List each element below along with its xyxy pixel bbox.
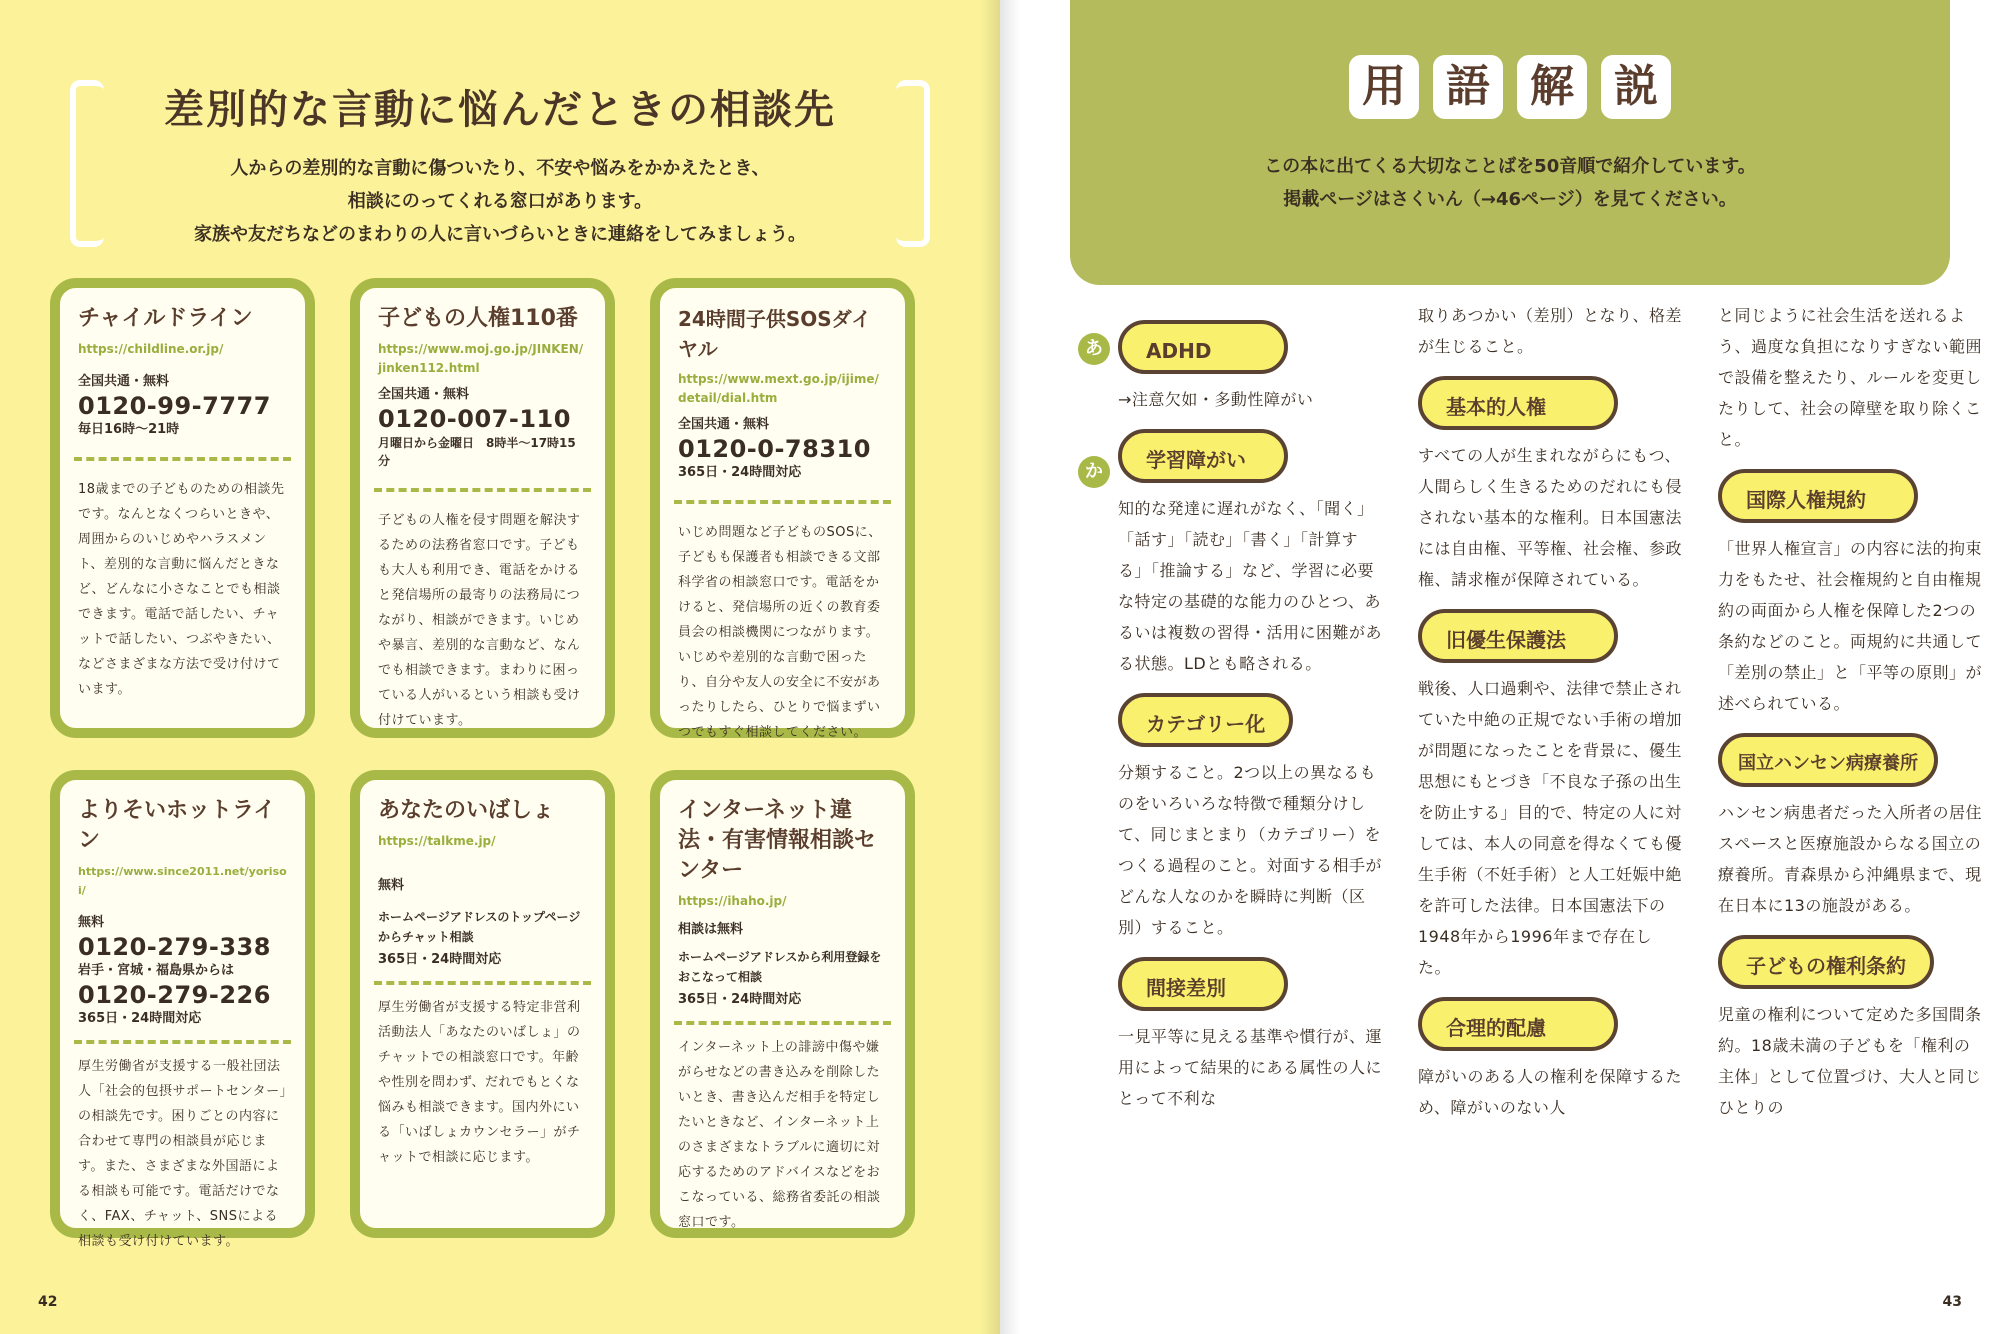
intro-line: 人からの差別的な言動に傷ついたり、不安や悩みをかかえたとき、 [230,158,770,179]
card-title: よりそいホットライン [78,798,276,853]
card-label: 全国共通・無料 [78,374,170,389]
term-definition: 障がいのある人の権利を保障するため、障がいのない人 [1418,1067,1683,1117]
consult-card-yorisoi [50,770,315,1249]
card-title: チャイルドライン [78,306,253,331]
card-url[interactable]: https://ihaho.jp/ [678,894,787,908]
term-pill: カテゴリー化 [1118,693,1293,747]
glossary-title [1070,55,1950,119]
page-number: 42 [38,1294,58,1310]
term-definition: すべての人が生まれながらにもつ、人間らしく生きるためのだれにも侵されない基本的な権利。日本国憲法には自由権、平等権、社会権、参政権、請求権が保障されている。 [1418,446,1683,589]
term-pill: 国立ハンセン病療養所 [1718,733,1938,787]
intro-line: 家族や友だちなどのまわりの人に言いづらいときに連絡をしてみましょう。 [194,224,806,245]
card-hours: 365日・24時間対応 [78,1011,202,1026]
glossary-column-2 [1418,300,1683,1137]
term-definition: 一見平等に見える基準や慣行が、運用によって結果的にある属性の人にとって不利な [1118,1027,1383,1108]
glossary-header [1070,0,1950,285]
right-page [1000,0,2000,1334]
title-char: 語 [1433,55,1503,119]
card-description: いじめ問題など子どものSOSに、子どもも保護者も相談できる文部科学省の相談窓口です。電話をかけると、発信場所の近くの教育委員会の相談機関につながります。いじめや差別的な言動で困ったり、自分や友人の安全に不安があったりしたら、ひとりで悩まずいつでもすぐ相談してください。 [678,525,882,740]
card-phone: 0120-007-110 [378,405,571,433]
card-hours: 毎日16時～21時 [78,422,180,437]
term-pill: 間接差別 [1118,957,1288,1011]
glossary-entry [1118,320,1383,415]
term-pill: ADHD [1118,320,1288,374]
card-url[interactable]: https://www.moj.go.jp/JINKEN/jinken112.html [378,342,584,375]
page-title: 差別的な言動に悩んだときの相談先 [164,87,836,133]
title-char: 解 [1517,55,1587,119]
consult-card-ihaho [650,770,915,1238]
consult-card-sos-dial [650,278,915,738]
dashed-divider [374,488,591,492]
glossary-entry [1118,693,1383,943]
glossary-intro [1070,150,1950,216]
consult-card-anata-no-ibasho [350,770,615,1238]
kana-badge-a: あ [1078,333,1110,365]
term-pill: 基本的人権 [1418,376,1618,430]
term-definition: 戦後、人口過剰や、法律で禁止されていた中絶の正規でない手術の増加が問題になったことを背景に、優生思想にもとづき「不良な子孫の出生を防止する」目的で、特定の人に対しては、本人の同意を得なくても優生手術（不妊手術）と人工妊娠中絶を許可した法律。日本国憲法下の1948年から1996年まで存在した。 [1418,679,1683,977]
term-definition: 分類すること。2つ以上の異なるものをいろいろな特徴で種類分けして、同じまとまり（カテゴリー）をつくる過程のこと。対面する相手がどんな人なのかを瞬時に判断（区別）すること。 [1118,763,1383,937]
term-pill: 子どもの権利条約 [1718,935,1934,989]
card-description: 厚生労働省が支援する一般社団法人「社会的包摂サポートセンター」の相談先です。困りごとの内容に合わせて専門の相談員が応じます。また、さまざまな外国語による相談も可能です。電話だけでなく、FAX、チャット、SNSによる相談も受け付けています。 [78,1059,287,1249]
card-description: 厚生労働省が支援する特定非営利活動法人「あなたのいばしょ」のチャットでの相談窓口です。年齢や性別を問わず、だれでもとくな悩みも相談できます。国内外にいる「いばしょカウンセラー」がチャットで相談に応じます。 [378,1000,581,1165]
glossary-entry [1118,957,1383,1114]
card-url[interactable]: https://talkme.jp/ [378,834,496,848]
card-label: 全国共通・無料 [678,417,770,432]
card-title: 24時間子供SOSダイヤル [678,307,872,361]
card-hours: 365日・24時間対応 [678,992,802,1007]
card-note: ホームページアドレスのトップページからチャット相談 [378,910,581,944]
glossary-column-1 [1118,320,1383,1128]
term-pill: 国際人権規約 [1718,469,1918,523]
card-url[interactable]: https://www.since2011.net/yorisoi/ [78,865,287,897]
intro-line: 掲載ページはさくいん（→46ページ）を見てください。 [1283,189,1737,210]
card-note: 岩手・宮城・福島県からは [78,963,235,978]
card-label: 無料 [378,878,405,893]
term-pill: 合理的配慮 [1418,997,1618,1051]
card-phone: 0120-279-338 [78,933,271,961]
intro-line: 相談にのってくれる窓口があります。 [347,191,653,212]
glossary-entry [1418,376,1683,595]
glossary-entry [1718,733,1983,921]
card-url[interactable]: https://www.mext.go.jp/ijime/detail/dial.htm [678,372,879,405]
glossary-entry [1718,469,1983,719]
card-hours: 365日・24時間対応 [678,465,802,480]
dashed-divider [74,1040,291,1044]
term-pill: 学習障がい [1118,429,1288,483]
page-number: 43 [1942,1294,1962,1310]
card-label: 全国共通・無料 [378,387,470,402]
card-phone-2: 0120-279-226 [78,981,271,1009]
dashed-divider [74,457,291,461]
intro-text [110,152,890,251]
card-phone: 0120-0-78310 [678,435,871,463]
term-definition: →注意欠如・多動性障がい [1118,390,1314,409]
consult-card-childline [50,278,315,738]
term-definition: 知的な発達に遅れがなく、「聞く」「話す」「読む」「書く」「計算する」「推論する」など、学習に必要な特定の基礎的な能力のひとつ、あるいは複数の習得・活用に困難がある状態。LDとも略される。 [1118,499,1383,673]
term-pill: 旧優生保護法 [1418,609,1618,663]
title-char: 説 [1601,55,1671,119]
left-header [70,70,930,245]
kana-badge-ka: か [1078,456,1110,488]
term-definition: 「世界人権宣言」の内容に法的拘束力をもたせ、社会権規約と自由権規約の両面から人権を保障した2つの条約などのこと。両規約に共通して「差別の禁止」と「平等の原則」が述べられている。 [1718,539,1983,713]
card-description: 18歳までの子どものための相談先です。なんとなくつらいときや、周囲からのいじめやハラスメント、差別的な言動に悩んだときなど、どんなに小さなことでも相談できます。電話で話したい、チャットで話したい、つぶやきたい、などさまざまな方法で受け付けています。 [78,482,285,697]
card-title: 子どもの人権110番 [378,306,578,331]
card-label: 相談は無料 [678,922,744,937]
glossary-entry [1118,429,1383,679]
dashed-divider [674,1021,891,1025]
card-description: インターネット上の誹謗中傷や嫌がらせなどの書き込みを削除したいとき、書き込んだ相手を特定したいときなど、インターネット上のさまざまなトラブルに適切に対応するためのアドバイスなどをおこなっている、総務省委託の相談窓口です。 [678,1040,881,1230]
dashed-divider [374,981,591,985]
consult-card-kodomo-jinken [350,278,615,738]
card-description: 子どもの人権を侵す問題を解決するための法務省窓口です。子どもも大人も利用でき、電話をかけると発信場所の最寄りの法務局につながり、相談ができます。いじめや暴言、差別的な言動など、なんでも相談できます。まわりに困っている人がいるという相談も受け付けています。 [378,513,581,728]
card-title: あなたのいばしょ [378,798,555,823]
card-url[interactable]: https://childline.or.jp/ [78,342,224,356]
title-char: 用 [1349,55,1419,119]
glossary-entry [1718,935,1983,1123]
card-label: 無料 [78,915,105,930]
intro-line: この本に出てくる大切なことばを50音順で紹介しています。 [1264,156,1756,177]
term-definition-continued: と同じように社会生活を送れるよう、過度な負担になりすぎない範囲で設備を整えたり、ルールを変更したりして、社会の障壁を取り除くこと。 [1718,306,1983,449]
term-definition: 児童の権利について定めた多国間条約。18歳未満の子どもを「権利の主体」として位置づけ、大人と同じひとりの [1718,1005,1982,1117]
dashed-divider [674,500,891,504]
glossary-column-3 [1718,300,1983,1137]
glossary-entry [1418,609,1683,983]
card-hours: 月曜日から金曜日 8時半～17時15分 [378,436,576,468]
card-hours: 365日・24時間対応 [378,952,502,967]
card-note: ホームページアドレスから利用登録をおこなって相談 [678,950,882,984]
glossary-entry [1418,997,1683,1123]
term-definition: ハンセン病患者だった入所者の居住スペースと医療施設からなる国立の療養所。青森県から沖縄県まで、現在日本に13の施設がある。 [1718,803,1983,915]
card-phone: 0120-99-7777 [78,392,271,420]
term-definition-continued: 取りあつかい（差別）となり、格差が生じること。 [1418,306,1683,356]
card-title: インターネット違法・有害情報相談センター [678,798,877,883]
